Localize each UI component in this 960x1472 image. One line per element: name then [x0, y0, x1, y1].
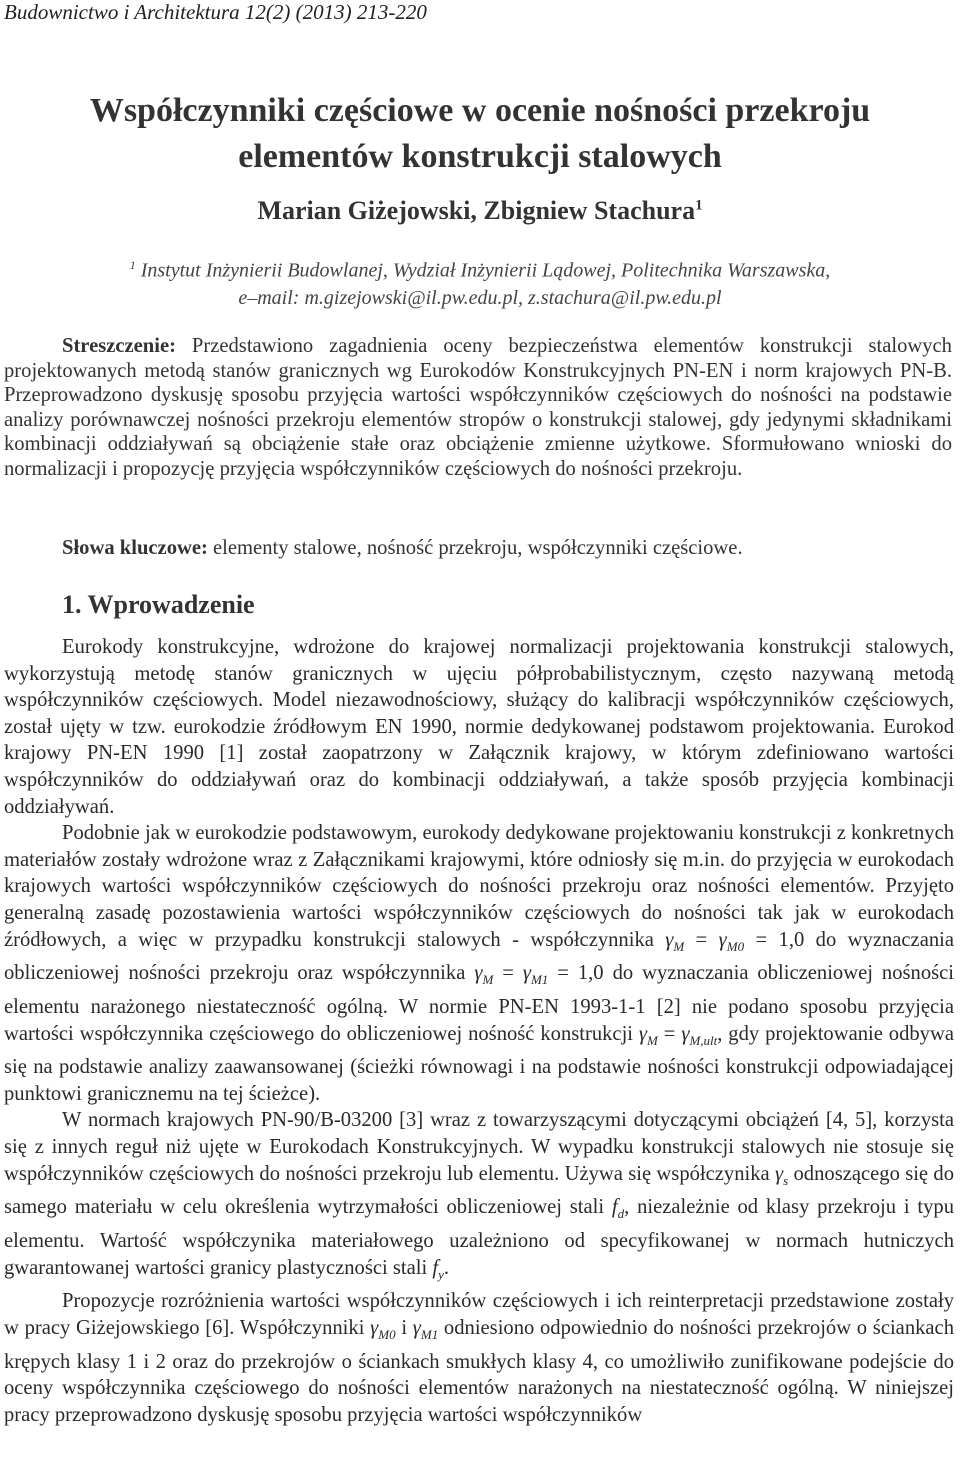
gamma-m-symbol: $\gamma_M$ — [638, 1022, 658, 1048]
p2-text-c: = 1,0 do wyznaczania obliczeniowej nośności elementu narażonego niestateczność ogólną. W normie PN-EN 1993-1-1 [2] nie podano sposobu przyjęcia wartości współczynnika częściowego do obliczeniowej nośność konstrukcji — [4, 962, 954, 1045]
title-line-2: elementów konstrukcji stalowych — [238, 138, 722, 175]
paragraph-2: Podobnie jak w eurokodzie podstawowym, eurokody dedykowane projektowaniu konstrukcji z konkretnych materiałów zostały wdrożone wraz z Załącznikami krajowymi, które odniosły się m.in. do przyjęcia w eurokodach krajowych wartości współczynników częściowych do nośności przekroju oraz nośności elementów. Przyjęto generalną zasadę pozostawienia wartości współczynników częściowych do nośności tak jak w eurokodach źródłowych, a więc w przypadku konstrukcji stalowych - współczynnika $\gamma_M = \gamma_{M0} = 1,0$ do wyznaczania obliczeniowej nośności przekroju oraz współczynnika $\gamma_M = \gamma_{M1} = 1,0$ do wyznaczania obliczeniowej nośności elementu narażonego niestateczność ogólną. W normie PN-EN 1993-1-1 [2] nie podano sposobu przyjęcia wartości współczynnika częściowego do obliczeniowej nośność konstrukcji $\gamma_M = \gamma_{M,ult}$, gdy projektowanie odbywa się na podstawie analizy zaawansowanej (ścieżki równowagi i na podstawie nośności konstrukcji odpowiadającej punktowi granicznemu na tej ścieżce). — [4, 822, 954, 1105]
abstract-label: Streszczenie: — [62, 335, 176, 357]
body-text — [4, 634, 954, 1428]
p2-text-b: = 1,0 do wyznaczania obliczeniowej nośności przekroju oraz współczynnika — [4, 928, 954, 985]
gamma-m1-symbol: $\gamma_{M1}$ — [412, 1316, 439, 1343]
gamma-m-symbol: $\gamma_M$ — [665, 928, 685, 954]
p4-text-c: odniesiono odpowiednio do nośności przekrojów o ściankach krępych klasy 1 i 2 oraz do przekrojów o ściankach smukłych klasy 4, co umożliwiło zunifikowane podejście do oceny współczynnika częściowego do nośności elementów narażonych na niestateczność ogólną. W niniejszej pracy przeprowadzono dyskusję sposobu przyjęcia wartości współczynników — [4, 1316, 954, 1426]
affil-text: Instytut Inżynierii Budowlanej, Wydział Inżynierii Lądowej, Politechnika Warszawska, — [140, 259, 831, 282]
fy-symbol: $f_y$ — [432, 1256, 444, 1282]
abstract-text: Przedstawiono zagadnienia oceny bezpieczeństwa elementów konstrukcji stalowych projektowanych metodą stanów granicznych wg Eurokodów Konstrukcyjnych PN-EN i norm krajowych PN-B. Przeprowadzono dyskusję sposobu przyjęcia wartości współczynników częściowych do nośności na podstawie analizy porównawczej nośności przekroju elementów stropów o konstrukcji stalowej, gdy jedynymi składnikami kombinacji oddziaływań są obciążenie stałe oraz obciążenie zmienne użytkowe. Sformułowano wnioski do normalizacji i propozycję przyjęcia współczynników częściowych do nośności przekroju. — [4, 335, 952, 480]
paper-title — [0, 88, 960, 180]
journal-header: Budownictwo i Architektura 12(2) (2013) 213-220 — [4, 0, 427, 24]
abstract — [4, 334, 952, 481]
keywords-label: Słowa kluczowe: — [62, 537, 208, 559]
p3-text-a: W normach krajowych PN-90/B-03200 [3] wraz z towarzyszącymi dotyczącymi obciążeń [4, 5], korzysta się z innych reguł niż ujęte w Eurokodach Konstrukcyjnych. W wypadku konstrukcji stalowych nie stosuje się współczynników częściowych do nośności przekroju lub elementu. Używa się współczynika — [4, 1109, 954, 1185]
gamma-m0-symbol: $\gamma_{M0}$ — [718, 928, 745, 954]
p3-text-c: , niezależnie od klasy przekroju i typu elementu. Wartość współczynika materiałowego uzależniono od specyfikowanej w normach hutniczych gwarantowanej wartości granicy plastyczności stali — [4, 1196, 954, 1279]
p3-text-b: odnoszącego się do samego materiału w celu określenia wytrzymałości obliczeniowej stali — [4, 1162, 954, 1219]
paragraph-4: Propozycje rozróżnienia wartości współczynników częściowych i ich reinterpretacji przedstawione zostały w pracy Giżejowskiego [6]. Współczynniki $\gamma_{M0}$ i $\gamma_{M1}$ odniesiono odpowiednio do nośności przekrojów o ściankach krępych klasy 1 i 2 oraz do przekrojów o ściankach smukłych klasy 4, co umożliwiło zunifikowane podejście do oceny współczynnika częściowego do nośności elementów narażonych na niestateczność ogólną. W niniejszej pracy przeprowadzono dyskusję sposobu przyjęcia wartości współczynników — [4, 1290, 954, 1426]
keywords-text: elementy stalowe, nośność przekroju, współczynniki częściowe. — [213, 537, 743, 559]
affil-sup: 1 — [129, 258, 136, 272]
gamma-m-symbol: $\gamma_M$ — [474, 962, 494, 988]
affil-line-2: e–mail: m.gizejowski@il.pw.edu.pl, z.stachura@il.pw.edu.pl — [238, 286, 722, 309]
author-names: Marian Giżejowski, Zbigniew Stachura — [257, 196, 696, 225]
gamma-m0-symbol: $\gamma_{M0}$ — [370, 1316, 396, 1343]
section-heading: 1. Wprowadzenie — [62, 590, 255, 619]
paragraph-3: W normach krajowych PN-90/B-03200 [3] wraz z towarzyszącymi dotyczącymi obciążeń [4, 5], korzysta się z innych reguł niż ujęte w Eurokodach Konstrukcyjnych. W wypadku konstrukcji stalowych nie stosuje się współczynników częściowych do nośności przekroju lub elementu. Używa się współczynika $\gamma_s$ odnoszącego się do samego materiału w celu określenia wytrzymałości obliczeniowej stali $f_d$, niezależnie od klasy przekroju i typu elementu. Wartość współczynika materiałowego uzależniono od specyfikowanej w normach hutniczych gwarantowanej wartości granicy plastyczności stali $f_y$. — [4, 1109, 954, 1282]
p2-text-d: , gdy projektowanie odbywa się na podstawie analizy zaawansowanej (ścieżki równowagi i na podstawie nośności konstrukcji odpowiadającej punktowi granicznemu na tej ścieżce). — [4, 1022, 954, 1105]
author-sup: 1 — [695, 197, 703, 214]
p4-text-a: Propozycje rozróżnienia wartości współczynników częściowych i ich reinterpretacji przedstawione zostały w pracy Giżejowskiego [6]. Współczynniki — [4, 1290, 954, 1339]
authors — [0, 196, 960, 226]
title-line-1: Współczynniki częściowe w ocenie nośności przekroju — [89, 92, 871, 129]
p2-text-a: Podobnie jak w eurokodzie podstawowym, eurokody dedykowane projektowaniu konstrukcji z konkretnych materiałów zostały wdrożone wraz z Załącznikami krajowymi, które odniosły się m.in. do przyjęcia w eurokodach krajowych wartości współczynników częściowych do nośności przekroju oraz nośności elementów. Przyjęto generalną zasadę pozostawienia wartości współczynników częściowych do nośności tak jak w eurokodach źródłowych, a więc w przypadku konstrukcji stalowych - współczynnika — [4, 822, 954, 951]
keywords — [62, 536, 952, 560]
paragraph-1: Eurokody konstrukcyjne, wdrożone do krajowej normalizacji projektowania konstrukcji stalowych, wykorzystują metodę stanów granicznych w ujęciu półprobabilistycznym, często nazywaną metodą współczynników częściowych. Model niezawodnościowy, służący do kalibracji współczynników częściowych, został ujęty w tzw. eurokodzie źródłowym EN 1990, normie dedykowanej podstawom projektowania. Eurokod krajowy PN-EN 1990 [1] został zaopatrzony w Załącznik krajowy, w którym zdefiniowano wartości współczynników do oddziaływań oraz do kombinacji oddziaływań, a także sposób przyjęcia kombinacji oddziaływań. — [4, 636, 954, 818]
fd-symbol: $f_d$ — [611, 1196, 625, 1222]
gamma-s-symbol: $\gamma_s$ — [775, 1162, 789, 1188]
affiliation — [0, 252, 960, 312]
gamma-m1-symbol: $\gamma_{M1}$ — [522, 962, 549, 988]
gamma-mult-symbol: $\gamma_{M,ult}$ — [681, 1022, 718, 1048]
affil-line-1 — [0, 252, 960, 285]
